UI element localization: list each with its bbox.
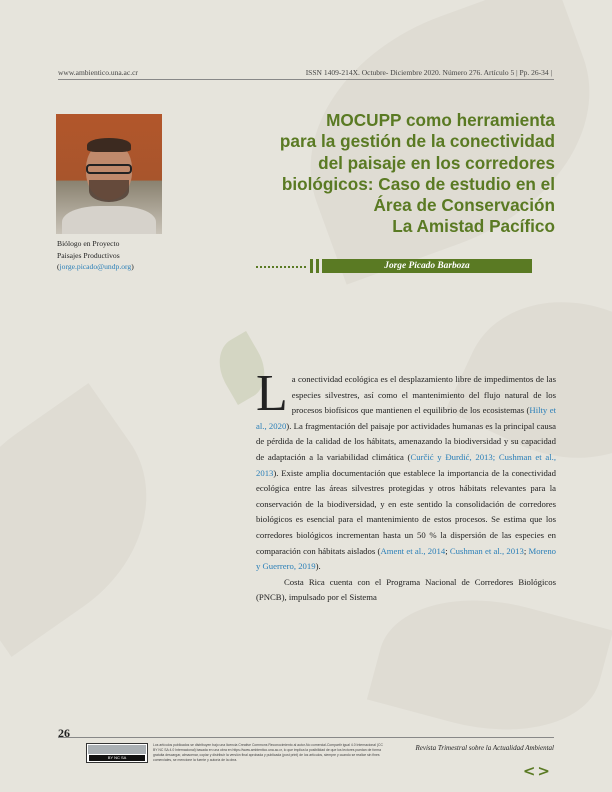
author-email-line: (jorge.picado@undp.org) bbox=[57, 262, 134, 271]
author-photo bbox=[56, 114, 162, 234]
page-number: 26 bbox=[58, 726, 70, 740]
creative-commons-badge[interactable] bbox=[86, 743, 148, 763]
header-divider bbox=[58, 79, 554, 80]
article-body bbox=[256, 365, 557, 606]
left-dotted-rule bbox=[256, 266, 306, 268]
footer-divider bbox=[58, 737, 554, 738]
divider-bar bbox=[310, 259, 313, 273]
cc-icon bbox=[88, 745, 146, 754]
issn-info: ISSN 1409-214X. Octubre- Diciembre 2020. Número 276. Artículo 5 | Pp. 26-34 | bbox=[305, 68, 552, 77]
author-bar bbox=[256, 259, 534, 273]
author-email-link[interactable]: jorge.picado@undp.org bbox=[59, 262, 132, 271]
citation-link[interactable]: Hilty et al., 2020 bbox=[256, 405, 556, 431]
citation-link[interactable]: Cushman et al., 2013 bbox=[449, 545, 524, 556]
license-text: Los artículos publicados se distribuyen bajo una licencia Creative Commons Reconocimiento al autor-No comercial-Compartir igual 4.0 Internacional (CC BY NC SA 4.0 Internacional) basada en una obra en https://www.ambientico.una.ac.cr, lo que implica la posibilidad de que los lectores puedan de forma gratuita descargar, almacenar, copiar y distribuir la versión final aprobada y publicada (post print) de los artículos, siempre y cuando se realice sin fines comerciales, se mencione la fuente y autoría de la obra. bbox=[153, 743, 383, 762]
paragraph: Costa Rica cuenta con el Programa Nacional de Corredores Biológicos (PNCB), impulsado por el Sistema bbox=[256, 576, 556, 603]
title-line: biológicos: Caso de estudio en el bbox=[281, 173, 555, 194]
author-project-line: Paisajes Productivos bbox=[57, 250, 120, 260]
journal-name: Revista Trimestral sobre la Actualidad Ambiental bbox=[415, 744, 554, 752]
background-leaf bbox=[0, 383, 192, 657]
citation-link[interactable]: Curčić y Đurdić, 2013; Cushman et al., 2013 bbox=[256, 451, 556, 478]
author-role-line: Biólogo en Proyecto bbox=[57, 239, 120, 248]
article-title bbox=[240, 110, 555, 238]
cc-license-label: BY NC SA bbox=[89, 755, 145, 761]
paragraph: La conectividad ecológica es el desplazamiento libre de impedimentos de las especies silvestres, así como el mantenimiento del flujo natural de los procesos biofísicos que mantienen el equilibrio de los ecosistemas (Hilty et al., 2020). La fragmentación del paisaje por actividades humanas es la principal causa de pérdida de la calidad de los hábitats, amenazando la biodiversidad y su capacidad de adaptación a la variabilidad climática (Curčić y Đurdić, 2013; Cushman et al., 2013). Existe amplia documentación que establece la importancia de la conectividad ecológica entre las áreas silvestres protegidas y otros hábitats relevantes para la conservación de la biodiversidad, y en este sentido la consolidación de corredores biológicos es esencial para el mantenimiento de estos procesos. Se estima que los corredores biológicos incrementan hasta un 50 % la dispersión de las especies en comparación con hábitats aislados (Ament et al., 2014; Cushman et al., 2013; Moreno y Guerrero, 2019). bbox=[256, 365, 557, 572]
title-line: Área de Conservación bbox=[373, 195, 555, 216]
title-line: MOCUPP como herramienta bbox=[326, 110, 555, 130]
author-name: Jorge Picado Barboza bbox=[322, 259, 532, 273]
page-nav-arrows-icon[interactable]: <> bbox=[522, 762, 552, 780]
drop-cap: L bbox=[256, 365, 288, 422]
citation-link[interactable]: Ament et al., 2014 bbox=[380, 545, 446, 556]
citation-link[interactable]: Moreno y Guerrero, 2019 bbox=[256, 545, 557, 572]
title-line: La Amistad Pacífico bbox=[392, 216, 555, 237]
title-line: del paisaje en los corredores bbox=[318, 152, 555, 173]
divider-bar bbox=[316, 259, 319, 273]
title-line: para la gestión de la conectividad bbox=[279, 131, 555, 152]
author-caption bbox=[57, 238, 134, 273]
website-url[interactable]: www.ambientico.una.ac.cr bbox=[58, 68, 138, 77]
